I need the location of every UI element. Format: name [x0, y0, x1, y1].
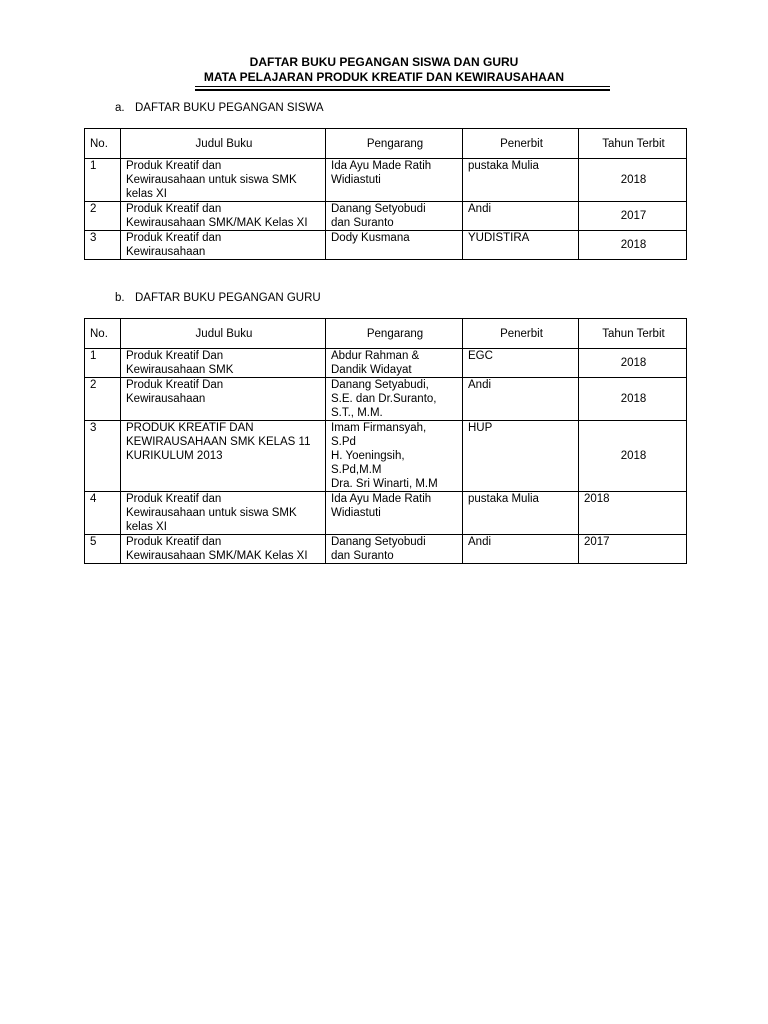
table-row: [85, 231, 687, 260]
cell-author: [326, 378, 463, 421]
cell-year: 2018: [579, 378, 687, 421]
cell-author-line: Dody Kusmana: [331, 232, 410, 244]
cell-title-line: Produk Kreatif Dan: [126, 379, 224, 391]
column-header-publisher: Penerbit: [463, 129, 579, 159]
section-a-heading: [115, 101, 324, 115]
cell-author: [326, 535, 463, 564]
cell-title: [121, 231, 326, 260]
cell-year: 2017: [579, 535, 687, 564]
table-row: [85, 159, 687, 202]
cell-title-line: Kewirausahaan SMK: [126, 364, 234, 376]
cell-author-line: S.T., M.M.: [331, 407, 383, 419]
cell-publisher: pustaka Mulia: [463, 159, 579, 202]
cell-author: [326, 202, 463, 231]
cell-title-line: kelas XI: [126, 521, 167, 533]
student-books-table: [84, 128, 687, 260]
cell-author-line: Imam Firmansyah,: [331, 422, 427, 434]
column-header-no: No.: [85, 319, 121, 349]
cell-title-line: KEWIRAUSAHAAN SMK KELAS 11: [126, 436, 311, 448]
cell-title-line: Produk Kreatif dan: [126, 232, 222, 244]
cell-year: 2018: [579, 421, 687, 492]
cell-title: [121, 202, 326, 231]
column-header-title: Judul Buku: [121, 319, 326, 349]
cell-title-line: Produk Kreatif dan: [126, 493, 222, 505]
cell-author: [326, 492, 463, 535]
table-row: [85, 535, 687, 564]
document-title: DAFTAR BUKU PEGANGAN SISWA DAN GURU: [249, 55, 519, 69]
cell-no: 5: [85, 535, 121, 564]
cell-title: [121, 349, 326, 378]
cell-title-line: Produk Kreatif dan: [126, 203, 222, 215]
column-header-title: Judul Buku: [121, 129, 326, 159]
cell-title: [121, 159, 326, 202]
cell-author: [326, 159, 463, 202]
table-row: [85, 202, 687, 231]
cell-author-line: H. Yoeningsih,: [331, 450, 405, 462]
title-underline-thin: [195, 86, 610, 87]
column-header-publisher: Penerbit: [463, 319, 579, 349]
cell-no: 2: [85, 202, 121, 231]
cell-author: [326, 231, 463, 260]
cell-year: 2018: [579, 231, 687, 260]
cell-no: 1: [85, 159, 121, 202]
cell-author: [326, 421, 463, 492]
cell-author-line: Abdur Rahman &: [331, 350, 420, 362]
cell-author-line: dan Suranto: [331, 217, 394, 229]
cell-no: 1: [85, 349, 121, 378]
column-header-year: Tahun Terbit: [579, 129, 687, 159]
cell-title-line: Kewirausahaan: [126, 246, 206, 258]
cell-title-line: PRODUK KREATIF DAN: [126, 422, 254, 434]
student-books-body: [85, 159, 687, 260]
cell-author-line: Danang Setyobudi: [331, 536, 426, 548]
table-row: [85, 349, 687, 378]
cell-author-line: dan Suranto: [331, 550, 394, 562]
cell-title-line: Produk Kreatif Dan: [126, 350, 224, 362]
cell-title: [121, 492, 326, 535]
title-underline-thick: [195, 89, 610, 91]
cell-title-line: Kewirausahaan untuk siswa SMK: [126, 507, 297, 519]
cell-year: 2018: [579, 492, 687, 535]
table-header-row: [85, 129, 687, 159]
cell-title: [121, 378, 326, 421]
cell-no: 3: [85, 231, 121, 260]
cell-author-line: Danang Setyobudi: [331, 203, 426, 215]
cell-publisher: HUP: [463, 421, 579, 492]
table-row: [85, 421, 687, 492]
cell-title: [121, 535, 326, 564]
table-header-row: [85, 319, 687, 349]
section-b-title: DAFTAR BUKU PEGANGAN GURU: [135, 292, 321, 304]
cell-publisher: Andi: [463, 378, 579, 421]
cell-publisher: YUDISTIRA: [463, 231, 579, 260]
cell-title-line: Produk Kreatif dan: [126, 536, 222, 548]
cell-publisher: Andi: [463, 202, 579, 231]
cell-publisher: Andi: [463, 535, 579, 564]
cell-author-line: Ida Ayu Made Ratih: [331, 160, 432, 172]
cell-author-line: Ida Ayu Made Ratih: [331, 493, 432, 505]
cell-year: 2017: [579, 202, 687, 231]
cell-author-line: Dra. Sri Winarti, M.M: [331, 478, 438, 490]
cell-title-line: Kewirausahaan SMK/MAK Kelas XI: [126, 217, 308, 229]
cell-title-line: Kewirausahaan untuk siswa SMK: [126, 174, 297, 186]
teacher-books-table: [84, 318, 687, 564]
teacher-books-body: [85, 349, 687, 564]
cell-year: 2018: [579, 349, 687, 378]
column-header-no: No.: [85, 129, 121, 159]
cell-author-line: S.Pd,M.M: [331, 464, 382, 476]
table-row: [85, 492, 687, 535]
cell-year: 2018: [579, 159, 687, 202]
cell-title-line: Produk Kreatif dan: [126, 160, 222, 172]
column-header-author: Pengarang: [326, 319, 463, 349]
cell-publisher: EGC: [463, 349, 579, 378]
cell-title-line: KURIKULUM 2013: [126, 450, 223, 462]
cell-no: 3: [85, 421, 121, 492]
column-header-author: Pengarang: [326, 129, 463, 159]
column-header-year: Tahun Terbit: [579, 319, 687, 349]
cell-title-line: Kewirausahaan SMK/MAK Kelas XI: [126, 550, 308, 562]
cell-no: 2: [85, 378, 121, 421]
cell-author-line: S.E. dan Dr.Suranto,: [331, 393, 437, 405]
cell-author-line: Widiastuti: [331, 174, 381, 186]
cell-author-line: Widiastuti: [331, 507, 381, 519]
cell-publisher: pustaka Mulia: [463, 492, 579, 535]
cell-author-line: S.Pd: [331, 436, 356, 448]
cell-author: [326, 349, 463, 378]
cell-author-line: Danang Setyabudi,: [331, 379, 429, 391]
section-a-title: DAFTAR BUKU PEGANGAN SISWA: [135, 102, 324, 114]
cell-title-line: kelas XI: [126, 188, 167, 200]
section-b-label: b.: [115, 292, 125, 304]
cell-no: 4: [85, 492, 121, 535]
section-b-heading: [115, 291, 321, 305]
table-row: [85, 378, 687, 421]
cell-title-line: Kewirausahaan: [126, 393, 206, 405]
cell-author-line: Dandik Widayat: [331, 364, 412, 376]
cell-title: [121, 421, 326, 492]
section-a-label: a.: [115, 102, 125, 114]
document-subtitle: MATA PELAJARAN PRODUK KREATIF DAN KEWIRAUSAHAAN: [203, 70, 565, 84]
